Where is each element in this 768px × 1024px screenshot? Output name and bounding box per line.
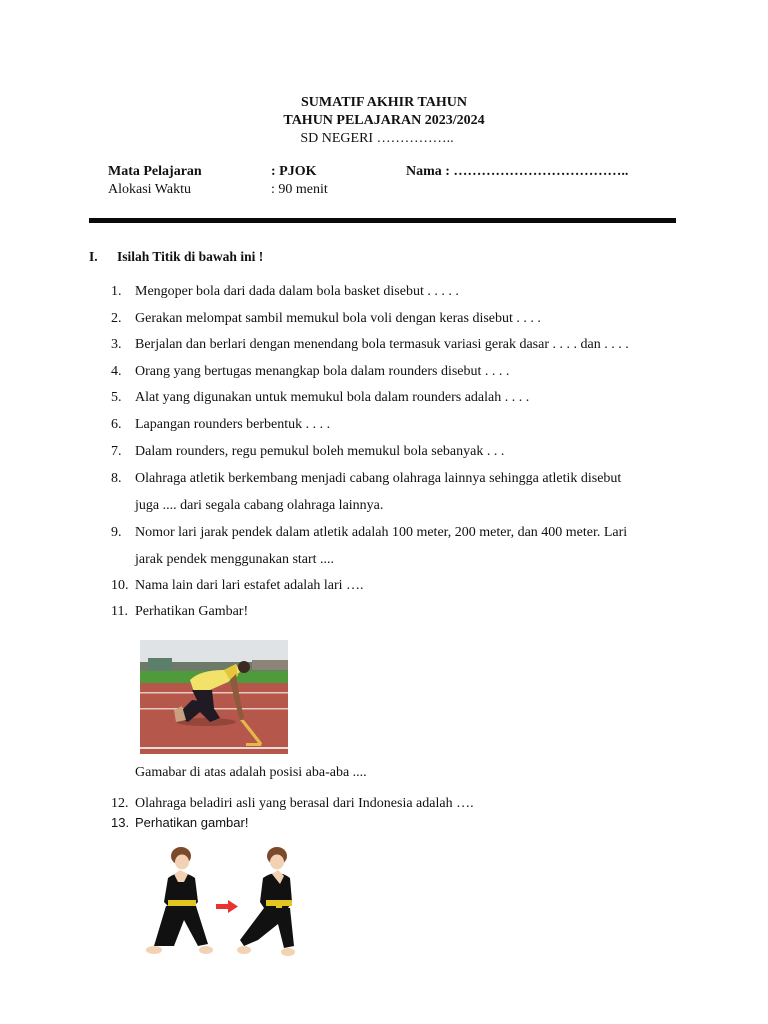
section-heading bbox=[89, 249, 263, 265]
question-text-continued: juga .... dari segala cabang olahraga lainnya. bbox=[135, 498, 384, 513]
sprint-start-photo bbox=[140, 640, 288, 754]
question-text: Olahraga beladiri asli yang berasal dari Indonesia adalah …. bbox=[135, 796, 474, 811]
time-allocation-value: : 90 menit bbox=[271, 182, 328, 197]
question-text: Nama lain dari lari estafet adalah lari …. bbox=[135, 578, 364, 593]
question-number: 1. bbox=[111, 284, 122, 299]
question-item bbox=[111, 336, 691, 354]
question-text: Gerakan melompat sambil memukul bola voli dengan keras disebut . . . . bbox=[135, 311, 541, 326]
question-item bbox=[111, 363, 691, 381]
section-title: Isilah Titik di bawah ini ! bbox=[117, 249, 264, 264]
question-item bbox=[111, 389, 691, 407]
subject-value: : PJOK bbox=[271, 164, 317, 179]
question-number: 3. bbox=[111, 337, 122, 352]
section-number: I. bbox=[89, 249, 98, 264]
question-item bbox=[111, 283, 691, 301]
question-item bbox=[111, 795, 691, 813]
question-text: Mengoper bola dari dada dalam bola basket disebut . . . . . bbox=[135, 284, 459, 299]
question-number: 12. bbox=[111, 796, 129, 811]
crouch-start-illustration bbox=[140, 640, 288, 754]
question-number: 5. bbox=[111, 390, 122, 405]
question-text: Berjalan dan berlari dengan menendang bola termasuk variasi gerak dasar . . . . dan . . . . bbox=[135, 337, 629, 352]
question-text-continued: jarak pendek menggunakan start .... bbox=[135, 552, 335, 567]
question-number: 11. bbox=[111, 604, 128, 619]
question-number: 2. bbox=[111, 311, 122, 326]
question-number: 8. bbox=[111, 471, 122, 486]
silat-stance-figures bbox=[140, 840, 300, 965]
question-item bbox=[111, 577, 691, 595]
question-number: 6. bbox=[111, 417, 122, 432]
time-allocation-label: Alokasi Waktu bbox=[108, 182, 191, 197]
question-number: 4. bbox=[111, 364, 122, 379]
caption-text: Gamabar di atas adalah posisi aba-aba .... bbox=[135, 765, 367, 780]
question-text: Alat yang digunakan untuk memukul bola dalam rounders adalah . . . . bbox=[135, 390, 530, 405]
exam-title: SUMATIF AKHIR TAHUN bbox=[301, 95, 467, 110]
question-item bbox=[111, 814, 691, 832]
question-text: Dalam rounders, regu pemukul boleh memukul bola sebanyak . . . bbox=[135, 444, 505, 459]
question-text: Orang yang bertugas menangkap bola dalam rounders disebut . . . . bbox=[135, 364, 510, 379]
question-text: Olahraga atletik berkembang menjadi cabang olahraga lainnya sehingga atletik disebut bbox=[135, 471, 622, 486]
question-number: 9. bbox=[111, 525, 122, 540]
question-item bbox=[111, 310, 691, 328]
photo-caption bbox=[135, 764, 535, 782]
header-divider bbox=[89, 218, 676, 223]
question-item bbox=[111, 524, 691, 569]
question-text: Perhatikan gambar! bbox=[135, 815, 249, 830]
school-name: SD NEGERI …………….. bbox=[300, 131, 454, 146]
question-number: 13. bbox=[111, 815, 130, 830]
silat-figure-right bbox=[237, 847, 295, 956]
question-item bbox=[111, 416, 691, 434]
question-item bbox=[111, 603, 691, 621]
question-number: 7. bbox=[111, 444, 122, 459]
question-text: Perhatikan Gambar! bbox=[135, 604, 249, 619]
question-number: 10. bbox=[111, 578, 129, 593]
question-text: Nomor lari jarak pendek dalam atletik adalah 100 meter, 200 meter, dan 400 meter. Lari bbox=[135, 525, 628, 540]
pencak-silat-illustration bbox=[140, 840, 300, 965]
question-text: Lapangan rounders berbentuk . . . . bbox=[135, 417, 331, 432]
question-item bbox=[111, 470, 691, 515]
question-item bbox=[111, 443, 691, 461]
silat-figure-left bbox=[146, 847, 213, 954]
student-name-field: Nama : ……………………………….. bbox=[406, 164, 629, 179]
academic-year: TAHUN PELAJARAN 2023/2024 bbox=[283, 113, 485, 128]
subject-label: Mata Pelajaran bbox=[108, 164, 202, 179]
arrow-right-icon bbox=[216, 900, 238, 913]
